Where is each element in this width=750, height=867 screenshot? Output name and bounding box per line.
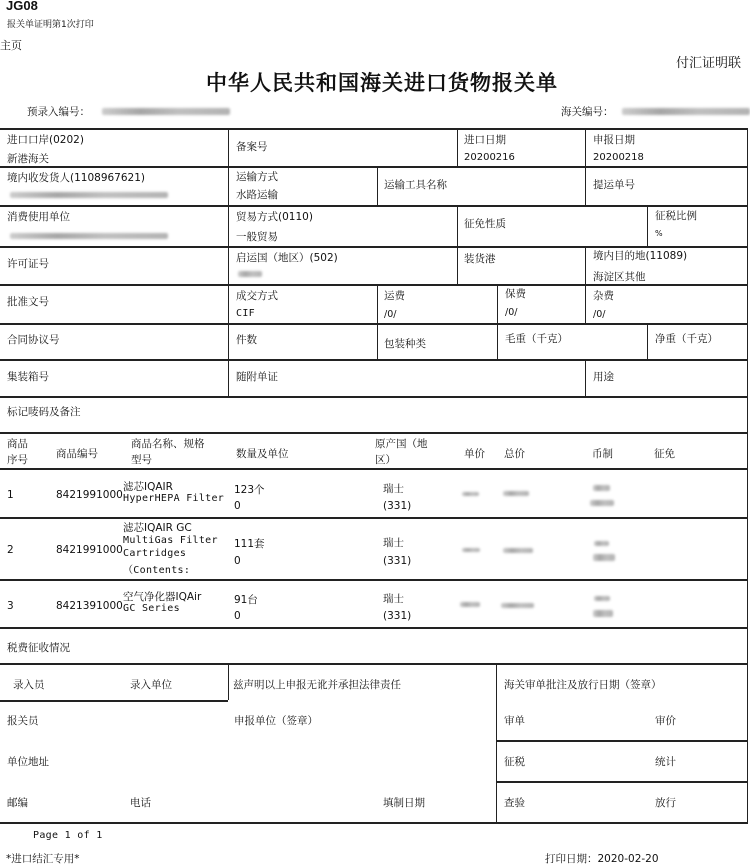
goods-name-line: GC Series [123, 603, 180, 614]
goods-header-levy: 征免 [654, 448, 675, 460]
goods-header-currency: 币制 [592, 448, 613, 460]
container-label: 集装箱号 [7, 371, 49, 383]
tax-rate-label: 征税比例 [655, 210, 697, 222]
freight-value: /0/ [384, 309, 397, 320]
home-link[interactable]: 主页 [0, 39, 22, 52]
inspection-label: 查验 [504, 797, 525, 809]
unit-price-redacted [462, 548, 480, 552]
goods-name-line: HyperHEPA Filter [123, 493, 225, 504]
declare-date-label: 申报日期 [593, 134, 635, 146]
broker-label: 报关员 [7, 715, 39, 727]
consumer-value-redacted [10, 233, 168, 239]
goods-name-line: 空气净化器IQAir [123, 591, 202, 603]
goods-qty2: 0 [234, 555, 241, 567]
goods-origin-code: (331) [383, 555, 412, 567]
contract-label: 合同协议号 [7, 334, 60, 346]
address-label: 单位地址 [7, 756, 49, 768]
goods-qty: 91台 [234, 594, 258, 606]
goods-header-code: 商品编号 [56, 448, 98, 460]
goods-seq: 3 [7, 600, 14, 612]
declare-date-value: 20200218 [593, 152, 644, 163]
gross-weight-label: 毛重（千克） [505, 333, 568, 345]
goods-origin-code: (331) [383, 610, 412, 622]
package-label: 包装种类 [384, 338, 426, 350]
entry-unit-label: 录入单位 [130, 679, 172, 691]
deal-mode-value: CIF [236, 308, 255, 319]
form-code: JG08 [6, 0, 38, 13]
currency-redacted [590, 500, 614, 506]
review-label: 审单 [504, 715, 525, 727]
pieces-label: 件数 [236, 334, 257, 346]
fill-date-label: 填制日期 [383, 797, 425, 809]
import-date-value: 20200216 [464, 152, 515, 163]
goods-origin-code: (331) [383, 500, 412, 512]
import-date-label: 进口日期 [464, 134, 506, 146]
tax-status-label: 税费征收情况 [7, 642, 70, 654]
freight-label: 运费 [384, 290, 405, 302]
goods-name-line: 滤芯IQAIR GC [123, 522, 192, 534]
goods-header-qty: 数量及单位 [236, 448, 289, 460]
release-label: 放行 [655, 797, 676, 809]
remarks-label: 标记唛码及备注 [7, 406, 81, 418]
origin-country-label: 启运国（地区）(502) [236, 252, 338, 264]
goods-qty: 111套 [234, 538, 265, 550]
goods-header-seq-1: 商品 [7, 438, 28, 450]
currency-redacted [594, 596, 610, 601]
postcode-label: 邮编 [7, 797, 28, 809]
goods-seq: 1 [7, 489, 14, 501]
trade-mode-label: 贸易方式(0110) [236, 211, 313, 223]
print-date: 打印日期：2020-02-20 [545, 853, 659, 865]
goods-code: 8421991000 [56, 489, 123, 501]
import-port-label: 进口口岸(0202) [7, 134, 84, 146]
bill-of-lading-label: 提运单号 [593, 179, 635, 191]
net-weight-label: 净重（千克） [655, 333, 718, 345]
goods-header-unit-price: 单价 [464, 448, 485, 460]
vessel-name-label: 运输工具名称 [384, 179, 447, 191]
customs-no-label: 海关编号： [561, 106, 614, 118]
misc-fee-value: /0/ [593, 309, 606, 320]
misc-fee-label: 杂费 [593, 290, 614, 302]
insurance-label: 保费 [505, 288, 526, 300]
statistics-label: 统计 [655, 756, 676, 768]
goods-name-line: （Contents: [123, 565, 191, 576]
goods-name-line: Cartridges [123, 548, 187, 559]
goods-code: 8421991000 [56, 544, 123, 556]
consignee-value-redacted [10, 192, 168, 198]
goods-seq: 2 [7, 544, 14, 556]
goods-code: 8421391000 [56, 600, 123, 612]
pre-entry-value-redacted [102, 108, 230, 115]
loading-port-label: 装货港 [464, 253, 496, 265]
levy-label: 征税 [504, 756, 525, 768]
transport-mode-label: 运输方式 [236, 171, 278, 183]
consumer-label: 消费使用单位 [7, 211, 70, 223]
goods-origin: 瑞士 [383, 593, 404, 605]
tax-rate-value: % [655, 229, 663, 238]
destination-label: 境内目的地(11089) [593, 250, 688, 262]
total-price-redacted [503, 548, 533, 553]
goods-name-line: 滤芯IQAIR [123, 481, 173, 493]
customs-no-value-redacted [622, 108, 750, 115]
currency-redacted [593, 485, 610, 491]
goods-qty2: 0 [234, 500, 241, 512]
documents-label: 随附单证 [236, 371, 278, 383]
record-no-label: 备案号 [236, 141, 268, 153]
consignee-label: 境内收发货人(1108967621) [7, 172, 145, 184]
declaring-unit-label: 申报单位（签章） [234, 715, 318, 727]
entry-clerk-label: 录入员 [13, 679, 45, 691]
print-count: 报关单证明第1次打印 [7, 20, 94, 30]
goods-header-origin-2: 区） [375, 454, 396, 466]
copy-type: 付汇证明联 [676, 56, 742, 71]
approval-label: 批准文号 [7, 296, 49, 308]
customs-approval-label: 海关审单批注及放行日期（签章） [504, 679, 662, 691]
pre-entry-label: 预录入编号： [27, 106, 90, 118]
insurance-value: /0/ [505, 307, 518, 318]
price-review-label: 审价 [655, 715, 676, 727]
goods-qty2: 0 [234, 610, 241, 622]
unit-price-redacted [462, 492, 479, 496]
transport-mode-value: 水路运输 [236, 189, 278, 201]
license-label: 许可证号 [7, 258, 49, 270]
goods-header-name-1: 商品名称、规格 [131, 438, 205, 450]
levy-nature-label: 征免性质 [464, 218, 506, 230]
origin-country-value-redacted [238, 271, 262, 277]
currency-redacted [593, 554, 615, 561]
phone-label: 电话 [130, 797, 151, 809]
page-indicator: Page 1 of 1 [33, 830, 103, 841]
page-title: 中华人民共和国海关进口货物报关单 [206, 71, 558, 95]
deal-mode-label: 成交方式 [236, 290, 278, 302]
special-note: *进口结汇专用* [6, 853, 80, 865]
import-port-value: 新港海关 [7, 153, 49, 165]
currency-redacted [594, 541, 609, 546]
total-price-redacted [503, 491, 529, 496]
goods-header-seq-2: 序号 [7, 454, 28, 466]
usage-label: 用途 [593, 371, 614, 383]
goods-qty: 123个 [234, 484, 265, 496]
goods-name-line: MultiGas Filter [123, 535, 218, 546]
declaration-text: 兹声明以上申报无讹并承担法律责任 [233, 679, 401, 691]
total-price-redacted [501, 603, 534, 608]
currency-redacted [593, 610, 613, 617]
trade-mode-value: 一般贸易 [236, 231, 278, 243]
goods-origin: 瑞士 [383, 483, 404, 495]
goods-header-name-2: 型号 [131, 454, 152, 466]
goods-header-origin-1: 原产国（地 [375, 438, 428, 450]
unit-price-redacted [460, 602, 480, 607]
destination-value: 海淀区其他 [593, 271, 646, 283]
goods-header-total-price: 总价 [504, 448, 525, 460]
goods-origin: 瑞士 [383, 537, 404, 549]
